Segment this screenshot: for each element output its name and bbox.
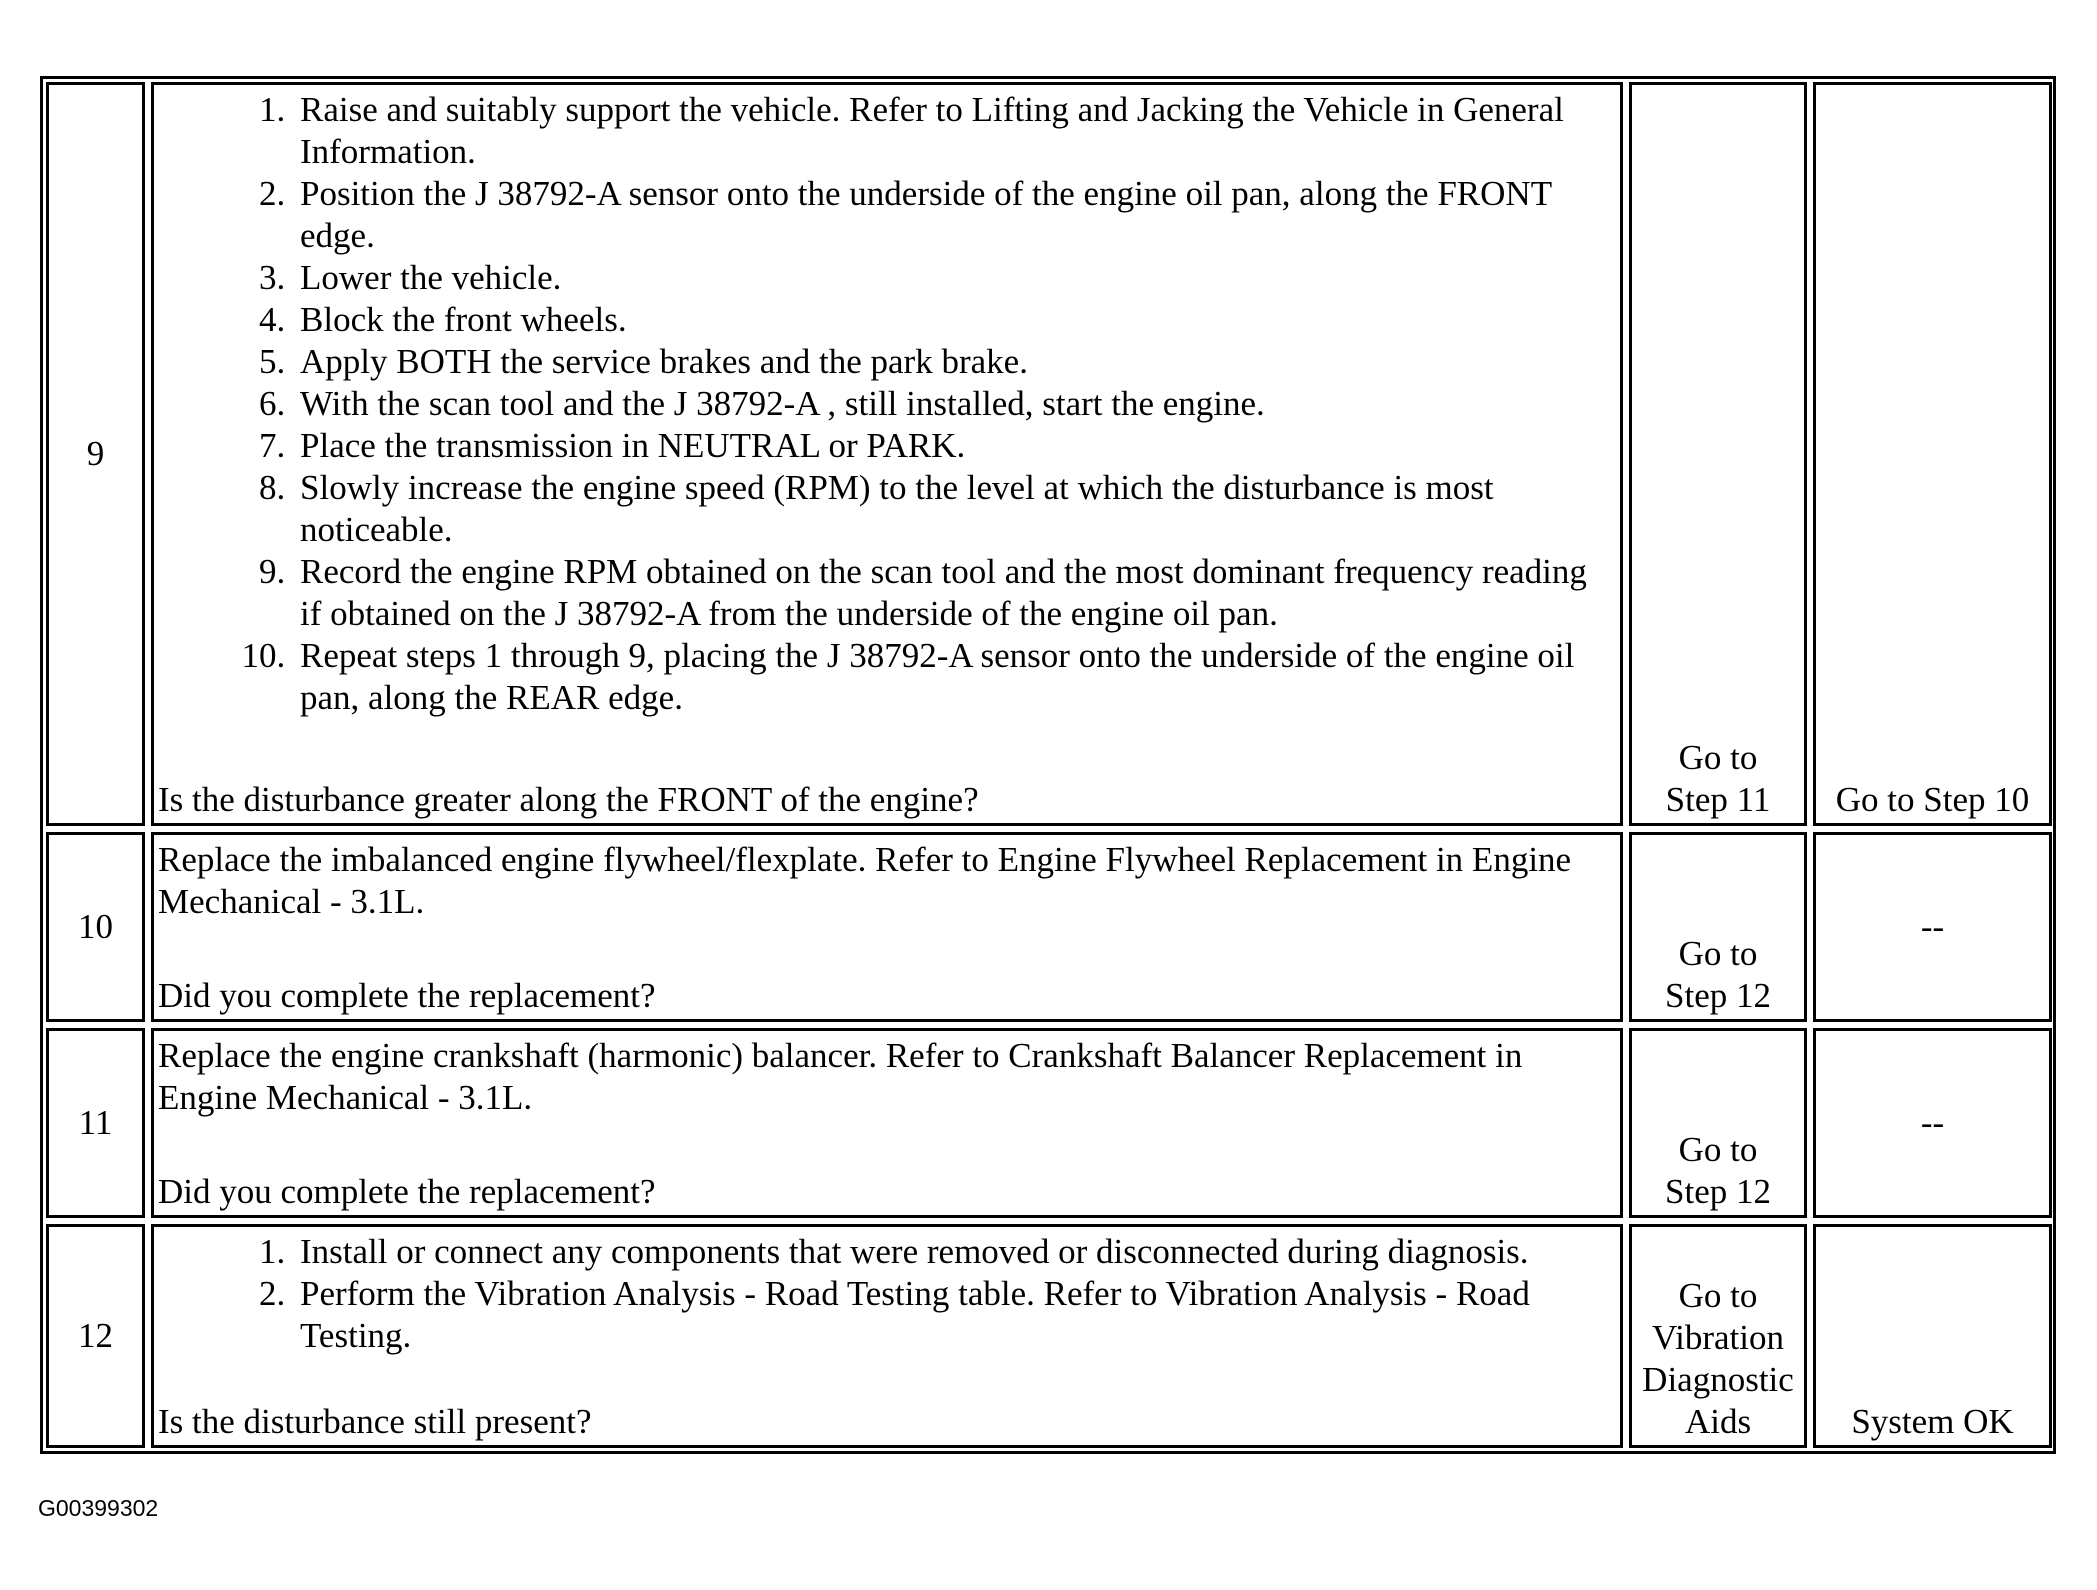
yes-action-cell (1629, 1028, 1807, 1218)
instruction-list (158, 1231, 1612, 1357)
step-action-cell (151, 82, 1623, 826)
instruction-item: 7. Place the transmission in NEUTRAL or PARK. (294, 425, 1612, 467)
instruction-item: 4. Block the front wheels. (294, 299, 1612, 341)
yes-action-cell (1629, 1224, 1807, 1448)
step-question: Is the disturbance greater along the FRONT of the engine? (158, 780, 979, 819)
no-action-cell (1813, 1028, 2052, 1218)
yes-action: Go to Vibration Diagnostic Aids (1642, 1276, 1794, 1441)
instruction-item: 9. Record the engine RPM obtained on the scan tool and the most dominant frequency reading if obtained on the J 38792-A from the underside of the engine oil pan. (294, 551, 1612, 635)
no-action: System OK (1851, 1402, 2014, 1441)
step-text: Replace the engine crankshaft (harmonic) balancer. Refer to Crankshaft Balancer Replacement in Engine Mechanical - 3.1L. (158, 1036, 1523, 1117)
step-action-cell (151, 1224, 1623, 1448)
step-number: 12 (78, 1316, 113, 1355)
step-number-cell (46, 1028, 145, 1218)
yes-action: Go to Step 12 (1665, 934, 1771, 1015)
instruction-item: 10. Repeat steps 1 through 9, placing the J 38792-A sensor onto the underside of the engine oil pan, along the REAR edge. (294, 635, 1612, 719)
instruction-item: 2. Perform the Vibration Analysis - Road Testing table. Refer to Vibration Analysis - Road Testing. (294, 1273, 1612, 1357)
step-number-cell (46, 1224, 145, 1448)
no-action: -- (1920, 1103, 1945, 1142)
step-action-cell (151, 1028, 1623, 1218)
step-question: Did you complete the replacement? (158, 1172, 656, 1211)
no-action-cell (1813, 1224, 2052, 1448)
no-action: -- (1920, 907, 1945, 946)
figure-id: G00399302 (38, 1495, 159, 1521)
yes-action-cell (1629, 82, 1807, 826)
yes-action: Go to Step 12 (1665, 1130, 1771, 1211)
step-question: Is the disturbance still present? (158, 1402, 592, 1441)
step-text: Replace the imbalanced engine flywheel/flexplate. Refer to Engine Flywheel Replacement in Engine Mechanical - 3.1L. (158, 840, 1572, 921)
step-number: 9 (86, 434, 105, 473)
instruction-item: 2. Position the J 38792-A sensor onto the underside of the engine oil pan, along the FRONT edge. (294, 173, 1612, 257)
instruction-item: 8. Slowly increase the engine speed (RPM) to the level at which the disturbance is most noticeable. (294, 467, 1612, 551)
instruction-item: 3. Lower the vehicle. (294, 257, 1612, 299)
instruction-item: 1. Install or connect any components that were removed or disconnected during diagnosis. (294, 1231, 1612, 1273)
step-question: Did you complete the replacement? (158, 976, 656, 1015)
yes-action-cell (1629, 832, 1807, 1022)
step-action-cell (151, 832, 1623, 1022)
step-number-cell (46, 82, 145, 826)
step-number: 10 (78, 907, 113, 946)
instruction-item: 5. Apply BOTH the service brakes and the park brake. (294, 341, 1612, 383)
step-number: 11 (78, 1103, 113, 1142)
instruction-item: 6. With the scan tool and the J 38792-A , still installed, start the engine. (294, 383, 1612, 425)
no-action: Go to Step 10 (1835, 780, 2030, 819)
instruction-item: 1. Raise and suitably support the vehicle. Refer to Lifting and Jacking the Vehicle in General Information. (294, 89, 1612, 173)
instruction-list (158, 89, 1612, 719)
yes-action: Go to Step 11 (1665, 738, 1771, 819)
no-action-cell (1813, 82, 2052, 826)
no-action-cell (1813, 832, 2052, 1022)
step-number-cell (46, 832, 145, 1022)
